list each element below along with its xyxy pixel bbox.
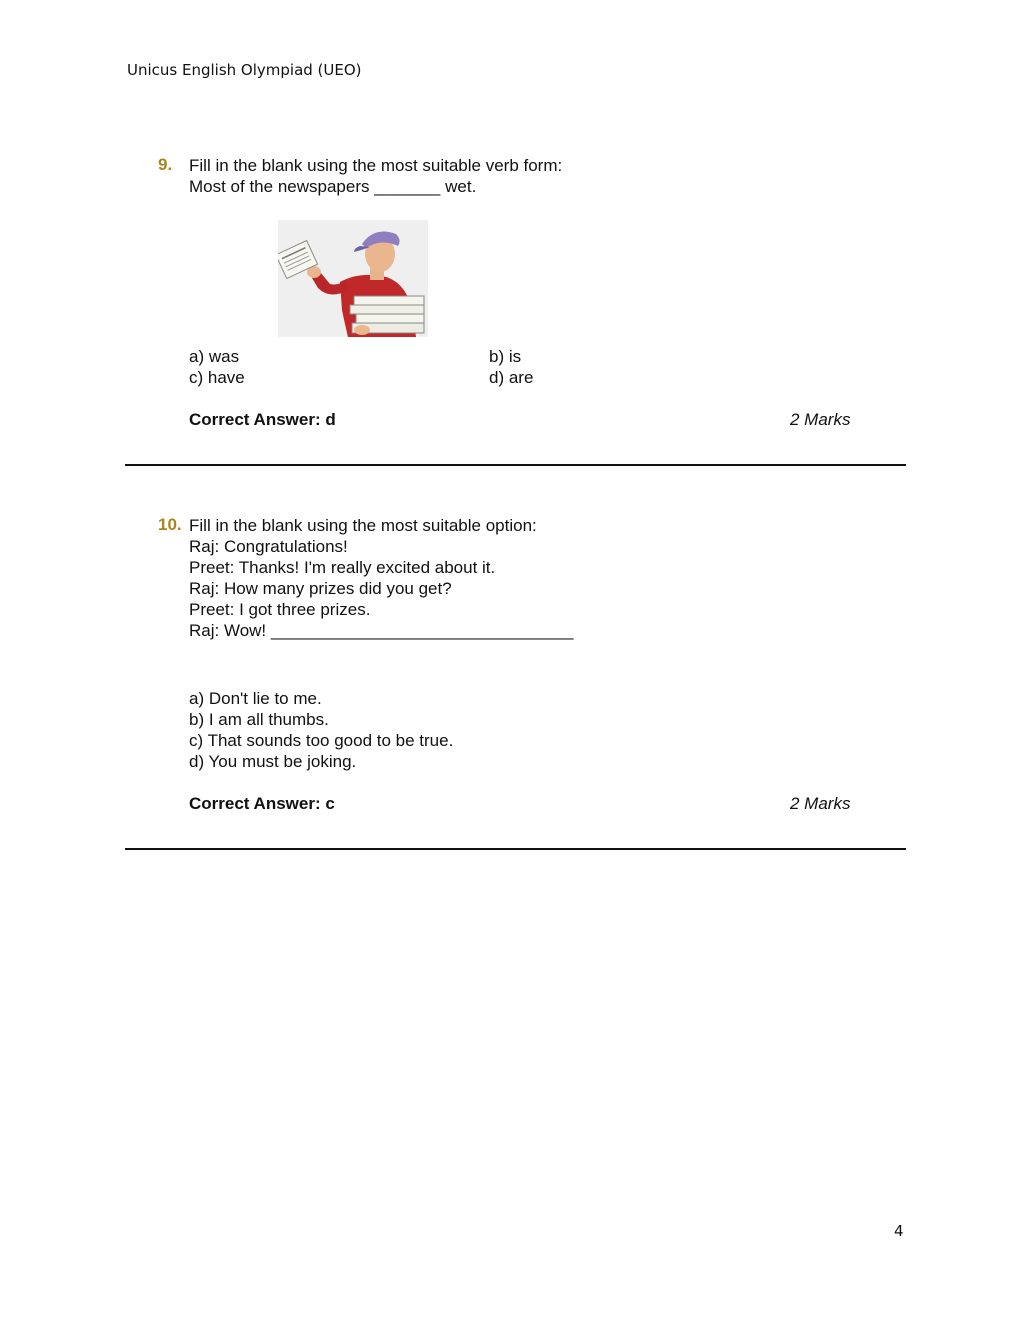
page-header: Unicus English Olympiad (UEO) bbox=[127, 61, 362, 79]
option-a: a) was bbox=[189, 347, 240, 366]
question-prompt: Fill in the blank using the most suitable verb form: bbox=[189, 156, 563, 175]
dialogue-line: Raj: Congratulations! bbox=[189, 537, 348, 556]
marks-label: 2 Marks bbox=[790, 794, 851, 813]
question-sentence: Most of the newspapers _______ wet. bbox=[189, 177, 477, 196]
question-prompt: Fill in the blank using the most suitable option: bbox=[189, 516, 537, 535]
option-c: c) That sounds too good to be true. bbox=[189, 731, 454, 750]
newspaper-boy-illustration bbox=[278, 220, 428, 337]
correct-answer: Correct Answer: c bbox=[189, 794, 335, 813]
dialogue-line: Raj: How many prizes did you get? bbox=[189, 579, 452, 598]
dialogue-line: Preet: Thanks! I'm really excited about it. bbox=[189, 558, 496, 577]
question-number: 10. bbox=[158, 515, 182, 534]
dialogue-line: Preet: I got three prizes. bbox=[189, 600, 371, 619]
option-b: b) is bbox=[489, 347, 522, 366]
option-d: d) You must be joking. bbox=[189, 752, 357, 771]
page-number: 4 bbox=[894, 1222, 904, 1240]
option-c: c) have bbox=[189, 368, 245, 387]
dialogue-line: Raj: Wow! ________________________________ bbox=[189, 621, 574, 640]
option-a: a) Don't lie to me. bbox=[189, 689, 322, 708]
marks-label: 2 Marks bbox=[790, 410, 851, 429]
correct-answer: Correct Answer: d bbox=[189, 410, 336, 429]
section-divider bbox=[125, 848, 906, 850]
question-number: 9. bbox=[158, 155, 173, 174]
section-divider bbox=[125, 464, 906, 466]
option-d: d) are bbox=[489, 368, 534, 387]
option-b: b) I am all thumbs. bbox=[189, 710, 329, 729]
